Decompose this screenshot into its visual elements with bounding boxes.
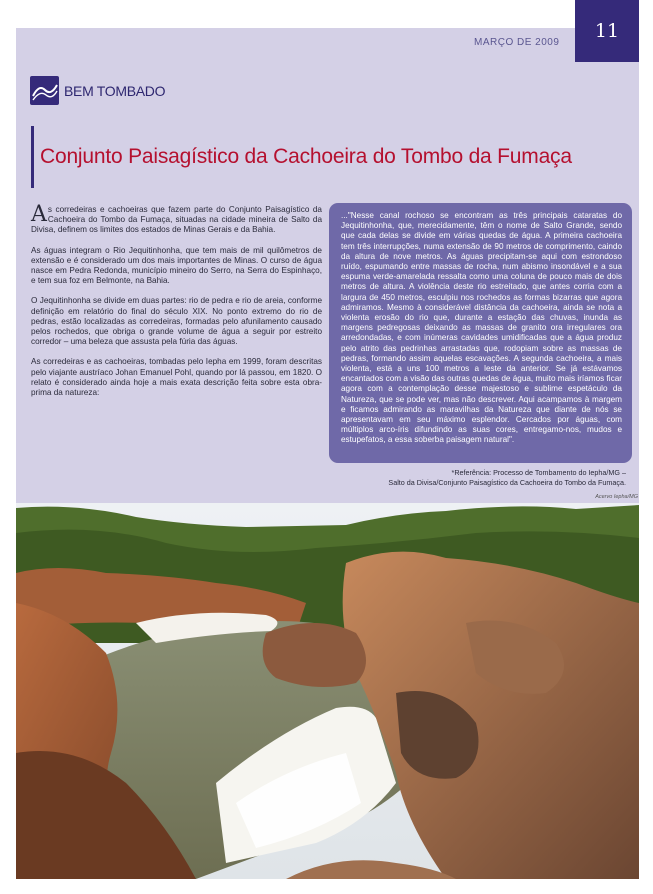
reference-note bbox=[326, 468, 626, 488]
reference-line-1: *Referência: Processo de Tombamento do Iepha/MG – bbox=[451, 468, 626, 477]
page-number-tab bbox=[575, 0, 639, 62]
paragraph-3: O Jequitinhonha se divide em duas partes: rio de pedra e rio de areia, conforme definição em relatório do final do século XIX. No ponto extremo do rio de pedras, estão localizadas as corredeiras, formadas pelo afunilamento causado pelos rochedos, que obriga o grande volume de água a seguir por estreito corredor – uma beleza que assusta pela fúria das águas. bbox=[31, 296, 322, 347]
reference-line-2: Salto da Divisa/Conjunto Paisagístico da Cachoeira do Tombo da Fumaça. bbox=[388, 478, 626, 487]
paragraph-2: As águas integram o Rio Jequitinhonha, que tem mais de mil quilômetros de extensão e é considerado um dos mais importantes de Minas. O curso de água nasce em Pedra Redonda, município mineiro do Serro, na Serra do Espinhaço, e tem sua foz em Belmonte, na Bahia. bbox=[31, 245, 322, 286]
page-number: 11 bbox=[594, 20, 620, 42]
photo-credit: Acervo Iepha/MG bbox=[595, 494, 638, 500]
quote-text: ..."Nesse canal rochoso se encontram as três principais cataratas do Jequitinhonha, que, merecidamente, têm o nome de Salto Grande, sendo que cada delas se divide em várias quedas de água. A primeira cachoeira tem três interrupções, numa extensão de 90 metros de comprimento, caindo da altura de nove metros. As águas precipitam-se aqui com estrondoso ruído, espumando entre massas de rocha, num abismo insondável e a sua espuma verde-amarelada ressalta como uma coluna de pouco mais de dois metros de altura. A violência deste rio estreitado, que antes corria com a largura de 450 metros, esculpiu nos rochedos as formas bizarras que agora admiramos. Mesmo à considerável distância da cachoeira, ainda se nota a violenta erosão do rio que, durante a estação das chuvas, inunda as margens pedregosas deixando as massas de granito ora irregulares ora arredondadas, e com inúmeras cavidades umidificadas que a água produz pelo atrito das pedrinhas arrastadas que, rodopiam sobre as massas de pedras, formando assim aquelas escavações. A segunda cachoeira, a mais violenta, está a uns 100 metros a leste da anterior. Se já estávamos encantados com a visão das outras quedas de água, muito mais iríamos ficar agora com a contemplação desse majestoso e sublime espetáculo da Natureza, que se pode ver, mas não descrever. Aqui acampamos à margem e ficamos admirando as maravilhas da Natureza que diante de nós se apresentavam em seu máximo esplendor. Cercados por águas, com múltiplos arco-íris difundindo as suas cores, entregamo-nos, mudos e estupefatos, a essa soberba paisagem natural". bbox=[341, 211, 622, 445]
drop-cap: A bbox=[31, 202, 47, 227]
title-accent-bar bbox=[31, 126, 34, 188]
section-logo-icon bbox=[30, 76, 59, 105]
waterfall-photo bbox=[16, 503, 639, 879]
paragraph-4: As corredeiras e as cachoeiras, tombadas pelo Iepha em 1999, foram descritas pelo viajante austríaco Johan Emanuel Pohl, quando por lá passou, em 1820. O relato é considerado ainda hoje a mais exata descrição feita sobre esta obra-prima da natureza: bbox=[31, 357, 322, 398]
section-label: BEM TOMBADO bbox=[64, 83, 166, 99]
article-body bbox=[31, 202, 322, 408]
issue-date: MARÇO DE 2009 bbox=[474, 37, 560, 48]
paragraph-1 bbox=[31, 202, 322, 236]
paragraph-1-text: s corredeiras e cachoeiras que fazem parte do Conjunto Paisagístico da Cachoeira do Tombo da Fumaça, situadas na cidade mineira de Salto da Divisa, definem os limites dos estados de Minas Gerais e da Bahia. bbox=[31, 205, 322, 235]
quote-box bbox=[329, 203, 632, 463]
article-title: Conjunto Paisagístico da Cachoeira do Tombo da Fumaça bbox=[40, 145, 572, 168]
